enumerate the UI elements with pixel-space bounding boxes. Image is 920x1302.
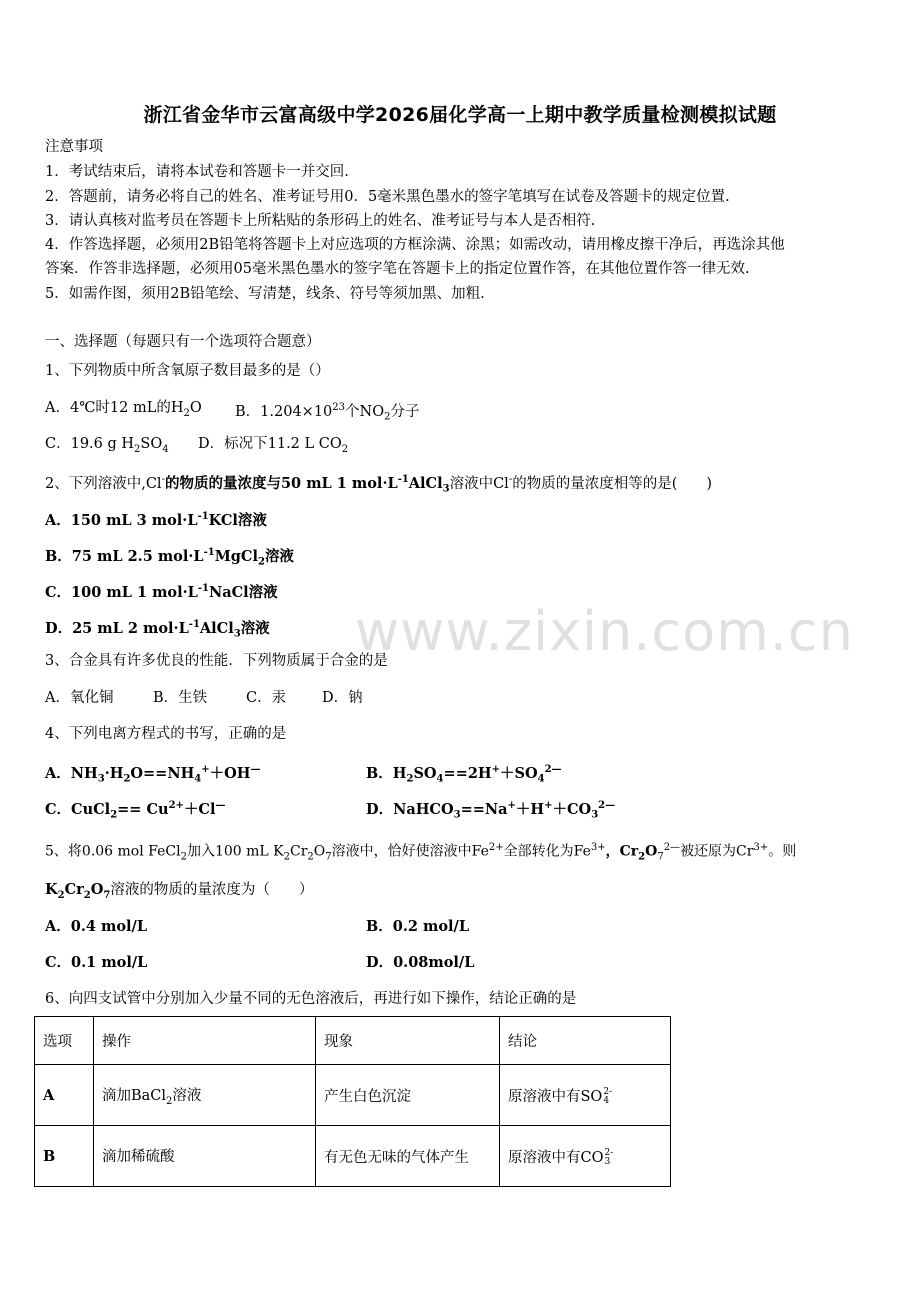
question-5-option-a: A．0.4 mol/L: [45, 918, 148, 935]
question-4-option-b: B．$H_2SO_4==2H^++SO_4^{2—}$: [366, 764, 562, 785]
table-cell-conclusion: 原溶液中有CO 2- 3: [500, 1126, 671, 1187]
question-3-stem: 3、合金具有许多优良的性能．下列物质属于合金的是: [45, 653, 388, 669]
question-1-option-a: A．4℃时12 mL的$H_2O$: [45, 400, 202, 419]
question-2-option-a: A．150 mL 3 $mol\cdot L^{-1}KCl$溶液: [45, 511, 267, 529]
question-5-option-c: C．0.1 mol/L: [45, 954, 148, 971]
table-row: [35, 1126, 671, 1187]
table-cell-conclusion: 原溶液中有SO 2- 4: [500, 1065, 671, 1126]
notice-heading: 注意事项: [45, 139, 103, 155]
section-heading: 一、选择题（每题只有一个选项符合题意）: [45, 334, 321, 350]
question-6-table: [34, 1016, 671, 1187]
question-5-option-b: B．0.2 mol/L: [366, 918, 470, 935]
notice-item: 1．考试结束后，请将本试卷和答题卡一并交回.: [45, 164, 349, 180]
page-title: 浙江省金华市云富高级中学2026届化学高一上期中教学质量检测模拟试题: [143, 104, 777, 126]
question-5-stem: 5、将0.06 mol FeCl$_2$加入100 mL $K_2Cr_2O_7$溶液中，恰好使溶液中$Fe^{2+}$全部转化为$Fe^{3+}$，$Cr_2O_7^{2—}$被还原为$Cr^{3+}$。则: [45, 842, 797, 863]
question-2-option-b: B．75 mL 2.5 $mol\cdot L^{-1}MgCl_2$溶液: [45, 547, 294, 568]
question-3-option-a: A．氧化铜: [45, 690, 114, 706]
table-cell-phenomenon: 产生白色沉淀: [316, 1065, 500, 1126]
table-header-row: [35, 1017, 671, 1065]
notice-item: 2．答题前，请务必将自己的姓名、准考证号用0．5毫米黑色墨水的签字笔填写在试卷及答题卡的规定位置.: [45, 189, 730, 205]
question-6-stem: 6、向四支试管中分别加入少量不同的无色溶液后，再进行如下操作，结论正确的是: [45, 991, 577, 1007]
table-header-cell: 操作: [94, 1017, 316, 1065]
question-5-option-d: D．0.08mol/L: [366, 954, 475, 971]
notice-item: 4．作答选择题，必须用2B铅笔将答题卡上对应选项的方框涂满、涂黑；如需改动，请用橡皮擦干净后，再选涂其他: [45, 237, 785, 253]
question-2-option-d: D．25 mL 2 $mol\cdot L^{-1}AlCl_3$溶液: [45, 619, 270, 640]
table-cell-operation: 滴加BaCl$_2$溶液: [94, 1065, 316, 1126]
question-4-stem: 4、下列电离方程式的书写，正确的是: [45, 726, 287, 742]
question-3-option-d: D．钠: [322, 690, 363, 706]
table-header-cell: 选项: [35, 1017, 94, 1065]
table-row: [35, 1065, 671, 1126]
table-header-cell: 现象: [316, 1017, 500, 1065]
notice-item: 5．如需作图，须用2B铅笔绘、写清楚，线条、符号等须加黑、加粗.: [45, 286, 485, 302]
question-2-stem: 2、下列溶液中,Cl-的物质的量浓度与50 mL 1 $mol\cdot L^{-1}AlCl_3$溶液中Cl-的物质的量浓度相等的是( ): [45, 474, 713, 495]
table-header-cell: 结论: [500, 1017, 671, 1065]
question-5-stem-line2: $K_2Cr_2O_7$溶液的物质的量浓度为（ ）: [45, 881, 314, 901]
question-1-option-b: B．$1.204\times 10^{23}$个$NO_2$分子: [235, 402, 420, 423]
question-4-option-c: C．CuCl$_2$== $Cu^{2+}+Cl^—$: [45, 800, 226, 821]
notice-item: 3．请认真核对监考员在答题卡上所粘贴的条形码上的姓名、准考证号与本人是否相符.: [45, 213, 596, 229]
question-3-option-b: B．生铁: [153, 690, 208, 706]
question-2-option-c: C．100 mL 1 $mol\cdot L^{-1}NaCl$溶液: [45, 583, 278, 601]
question-3-option-c: C．汞: [246, 690, 287, 706]
question-4-option-d: D．$NaHCO_3==Na^++H^++CO_3^{2—}$: [366, 800, 616, 821]
watermark: www.zixin.com.cn: [355, 600, 854, 663]
table-cell-option: B: [35, 1126, 94, 1187]
table-cell-phenomenon: 有无色无味的气体产生: [316, 1126, 500, 1187]
notice-item: 答案．作答非选择题，必须用05毫米黑色墨水的签字笔在答题卡上的指定位置作答，在其他位置作答一律无效.: [45, 261, 750, 277]
question-1-option-c: C．19.6 g $H_2SO_4$: [45, 436, 169, 455]
question-1-stem: 1、下列物质中所含氧原子数目最多的是（）: [45, 363, 330, 379]
table-cell-operation: 滴加稀硫酸: [94, 1126, 316, 1187]
question-4-option-a: A．$NH_3\cdot H_2O==NH_4^++OH^—$: [45, 764, 261, 785]
question-1-option-d: D．标况下11.2 L $CO_2$: [198, 436, 349, 455]
table-cell-option: A: [35, 1065, 94, 1126]
